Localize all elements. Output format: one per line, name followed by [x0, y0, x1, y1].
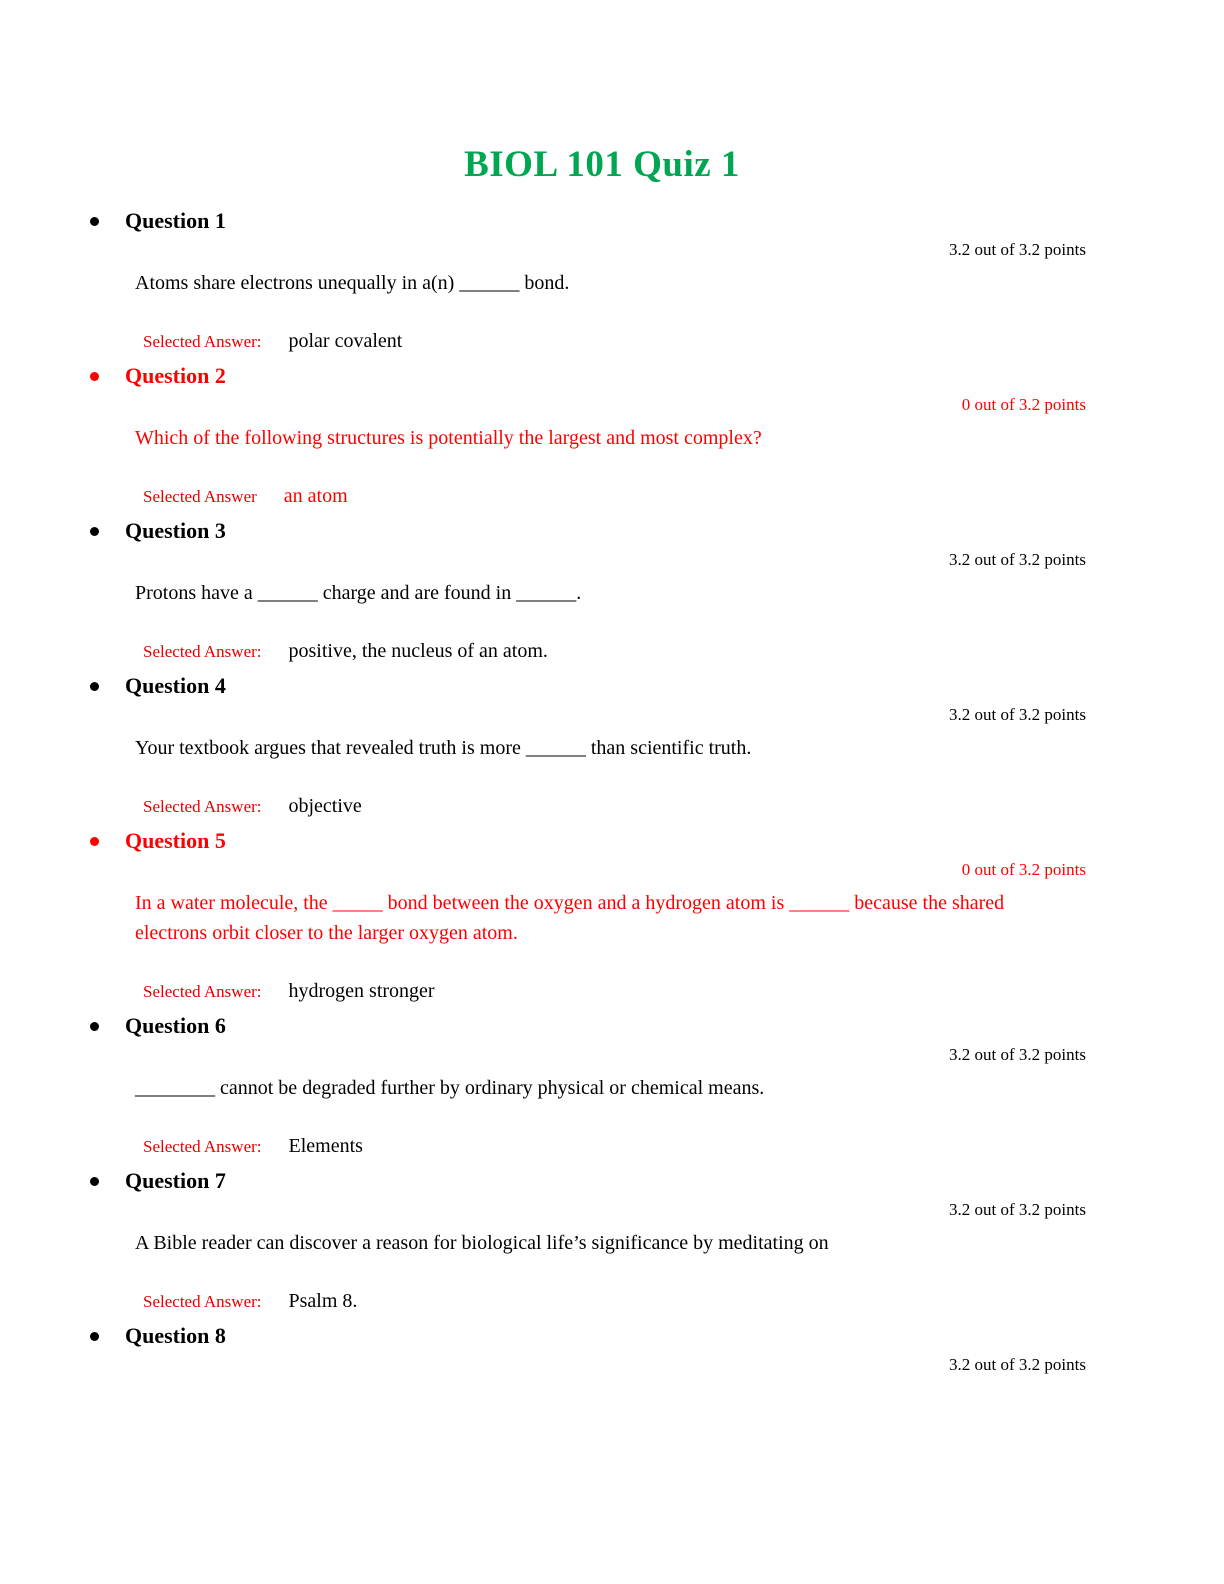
selected-answer-label: Selected Answer: [143, 797, 262, 816]
question-points: 3.2 out of 3.2 points [949, 1200, 1086, 1219]
selected-answer-value: objective [288, 795, 362, 817]
question-text: Atoms share electrons unequally in a(n) ______ bond. [135, 272, 570, 294]
selected-answer-label: Selected Answer: [143, 982, 262, 1001]
question-points: 3.2 out of 3.2 points [949, 550, 1086, 569]
bullet-icon [90, 1177, 99, 1186]
selected-answer-value: positive, the nucleus of an atom. [288, 640, 548, 662]
bullet-icon [90, 217, 99, 226]
question-heading: Question 6 [125, 1013, 226, 1038]
question-block-8 [88, 1323, 1086, 1375]
selected-answer-row [125, 638, 1086, 665]
question-block-6 [88, 1013, 1086, 1160]
selected-answer-label: Selected Answer: [143, 1137, 262, 1156]
question-block-7 [88, 1168, 1086, 1315]
bullet-icon [90, 372, 99, 381]
selected-answer-value: polar covalent [288, 330, 403, 352]
page-title: BIOL 101 Quiz 1 [464, 144, 740, 185]
question-text: Protons have a ______ charge and are found in ______. [135, 582, 582, 604]
question-block-4 [88, 673, 1086, 820]
question-heading: Question 1 [125, 208, 226, 233]
question-points: 0 out of 3.2 points [961, 860, 1086, 879]
selected-answer-value: Elements [288, 1135, 363, 1157]
selected-answer-label: Selected Answer: [143, 332, 262, 351]
selected-answer-label: Selected Answer: [143, 1292, 262, 1311]
question-points: 3.2 out of 3.2 points [949, 240, 1086, 259]
question-points: 3.2 out of 3.2 points [949, 705, 1086, 724]
question-text: In a water molecule, the _____ bond between the oxygen and a hydrogen atom is ______ because the shared electrons orbit closer to the larger oxygen atom. [135, 892, 1005, 944]
question-heading: Question 4 [125, 673, 226, 698]
question-text: Which of the following structures is potentially the largest and most complex? [135, 427, 762, 449]
question-heading: Question 8 [125, 1323, 226, 1348]
question-points: 3.2 out of 3.2 points [949, 1355, 1086, 1374]
question-block-5 [88, 828, 1086, 1005]
question-text: ________ cannot be degraded further by ordinary physical or chemical means. [135, 1077, 765, 1099]
selected-answer-value: an atom [283, 485, 348, 507]
question-block-2 [88, 363, 1086, 510]
selected-answer-row [125, 978, 1086, 1005]
selected-answer-row [125, 1133, 1086, 1160]
bullet-icon [90, 682, 99, 691]
question-heading: Question 3 [125, 518, 226, 543]
question-block-1 [88, 208, 1086, 355]
bullet-icon [90, 1332, 99, 1341]
question-points: 0 out of 3.2 points [961, 395, 1086, 414]
selected-answer-value: hydrogen stronger [288, 980, 435, 1002]
question-heading: Question 5 [125, 828, 226, 853]
question-points: 3.2 out of 3.2 points [949, 1045, 1086, 1064]
question-text: Your textbook argues that revealed truth is more ______ than scientific truth. [135, 737, 752, 759]
question-heading: Question 2 [125, 363, 226, 388]
bullet-icon [90, 1022, 99, 1031]
bullet-icon [90, 837, 99, 846]
selected-answer-value: Psalm 8. [288, 1290, 358, 1312]
question-heading: Question 7 [125, 1168, 226, 1193]
question-text: A Bible reader can discover a reason for biological life’s significance by meditating on [135, 1232, 829, 1254]
question-block-3 [88, 518, 1086, 665]
selected-answer-row [125, 1288, 1086, 1315]
selected-answer-row [125, 793, 1086, 820]
selected-answer-row [125, 328, 1086, 355]
selected-answer-label: Selected Answer: [143, 642, 262, 661]
selected-answer-label: Selected Answer [143, 487, 257, 506]
selected-answer-row [125, 483, 1086, 510]
bullet-icon [90, 527, 99, 536]
